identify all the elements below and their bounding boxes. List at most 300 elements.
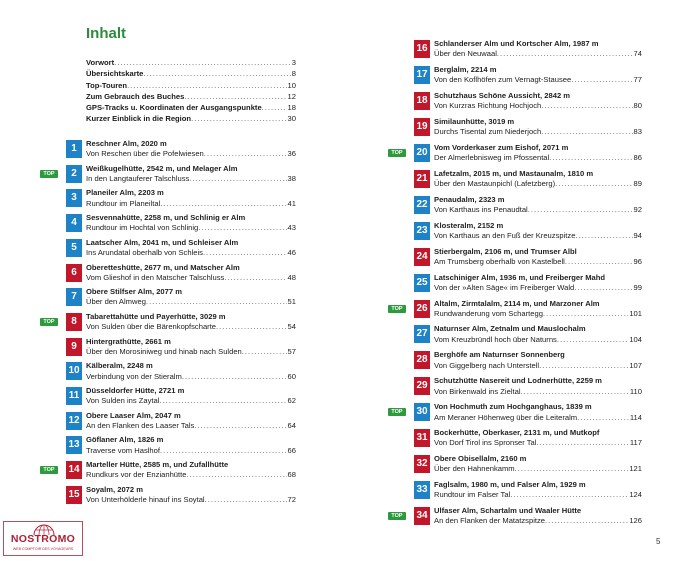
tour-subtitle-row	[86, 248, 296, 258]
tour-number-badge: 20	[414, 144, 430, 162]
tour-entry[interactable]	[66, 436, 296, 458]
tour-text	[86, 139, 296, 159]
tour-subtitle-row	[434, 464, 642, 474]
tour-entry[interactable]	[414, 455, 642, 477]
tour-entry[interactable]	[414, 118, 642, 140]
tour-entry[interactable]	[391, 402, 642, 425]
dot-leader	[557, 335, 628, 345]
tour-text	[86, 164, 296, 184]
dot-leader	[194, 421, 286, 431]
tour-name: Penaudalm, 2323 m	[434, 194, 505, 204]
dot-leader	[224, 273, 286, 283]
tour-text	[86, 312, 296, 332]
tour-text	[434, 506, 642, 526]
tour-subtitle: In den Langtauferer Talschluss	[86, 173, 190, 183]
toc-label: Top-Touren	[86, 80, 128, 90]
tour-name: Göflaner Alm, 1826 m	[86, 435, 164, 445]
dot-leader	[205, 495, 287, 505]
tour-entry[interactable]	[414, 248, 642, 270]
tour-number-badge: 18	[414, 92, 430, 110]
tour-subtitle: Von der »Alten Säge« im Freiberger Wald	[434, 282, 575, 292]
tour-entry[interactable]	[66, 140, 296, 162]
tour-subtitle: Über den Mastaunpichl (Lafetzberg)	[434, 178, 556, 188]
tour-entry[interactable]	[414, 66, 642, 88]
toc-label: Kurzer Einblick in die Region	[86, 114, 192, 124]
tour-number-badge: 24	[414, 248, 430, 266]
tour-page: 74	[633, 49, 642, 59]
dot-leader	[189, 174, 286, 184]
toc-row[interactable]	[86, 113, 296, 124]
tour-name: Latschiniger Alm, 1936 m, und Freiberger Mahd	[434, 272, 606, 282]
tour-entry[interactable]	[43, 311, 296, 335]
dot-leader	[545, 516, 628, 526]
tour-subtitle-row	[434, 309, 642, 319]
tour-subtitle-row	[86, 223, 296, 233]
tour-text	[434, 39, 642, 59]
tour-name: Obere Obisellalm, 2160 m	[434, 454, 527, 464]
tour-page: 77	[633, 75, 642, 85]
dot-leader	[549, 153, 632, 163]
tour-page: 104	[629, 334, 642, 344]
tour-page: 43	[287, 223, 296, 233]
toc-row[interactable]	[86, 80, 296, 91]
dot-leader	[565, 257, 633, 267]
tour-subtitle-row	[86, 495, 296, 505]
dot-leader	[521, 387, 629, 397]
tour-text	[434, 91, 642, 111]
tour-subtitle-row	[434, 49, 642, 59]
tour-subtitle-row	[434, 490, 642, 500]
toc-row[interactable]	[86, 102, 296, 113]
tour-entry[interactable]	[43, 163, 296, 187]
tour-entry[interactable]	[414, 274, 642, 296]
tour-subtitle: Am Trumsberg oberhalb von Kastelbell	[434, 256, 565, 266]
tour-page: 101	[629, 308, 642, 318]
tour-page: 72	[287, 495, 296, 504]
dot-leader	[528, 205, 633, 215]
tour-name: Ulfaser Alm, Schartalm und Waaler Hütte	[434, 506, 582, 516]
tour-number-badge: 1	[66, 140, 82, 158]
dot-leader	[216, 322, 287, 332]
tour-subtitle: Über den Hahnenkamm	[434, 464, 515, 474]
tour-text	[86, 263, 296, 283]
tour-subtitle: Über den Neuwaal	[434, 49, 497, 59]
tour-subtitle-row	[86, 347, 296, 357]
tour-name: Lafetzalm, 2015 m, und Mastaunalm, 1810 m	[434, 168, 594, 178]
tour-name: Soyalm, 2072 m	[86, 484, 143, 494]
tour-text	[434, 350, 642, 370]
tour-subtitle-row	[434, 101, 642, 111]
tour-number-badge: 21	[414, 170, 430, 188]
tour-page: 57	[287, 346, 296, 356]
tour-subtitle-row	[434, 283, 642, 293]
dot-leader	[577, 413, 629, 423]
tour-page: 62	[287, 396, 296, 406]
tour-name: Planeiler Alm, 2203 m	[86, 188, 164, 198]
tour-page: 114	[629, 412, 642, 422]
tour-name: Stierbergalm, 2106 m, und Trumser Albl	[434, 246, 577, 256]
logo-wordmark: NOSTROMO	[10, 533, 76, 545]
dot-leader	[160, 199, 286, 209]
tour-name: Weißkugelhütte, 2542 m, und Melager Alm	[86, 163, 238, 173]
tour-subtitle-row	[434, 335, 642, 345]
tour-entry[interactable]	[414, 196, 642, 218]
tour-subtitle: An den Flanken des Laaser Tals	[86, 420, 195, 430]
nostromo-logo	[3, 521, 83, 556]
dot-leader	[575, 231, 632, 241]
toc-label: Vorwort	[86, 58, 115, 67]
tour-number-badge: 27	[414, 325, 430, 343]
tour-entry[interactable]	[391, 506, 642, 529]
tour-subtitle-row	[86, 297, 296, 307]
tour-name: Sesvennahütte, 2258 m, und Schlinig er Alm	[86, 213, 246, 223]
tour-subtitle-row	[434, 413, 642, 423]
top-badge: TOP	[388, 149, 406, 157]
tour-page: 110	[629, 386, 642, 396]
tour-subtitle-row	[434, 516, 642, 526]
tour-number-badge: 30	[414, 403, 430, 421]
tour-subtitle-row	[86, 199, 296, 209]
tour-subtitle: Von Kurzras Richtung Hochjoch	[434, 101, 542, 111]
top-badge: TOP	[40, 170, 58, 178]
tour-number-badge: 16	[414, 40, 430, 58]
tour-page: 51	[287, 297, 296, 307]
tour-subtitle: Von Karthaus ins Penaudtal	[434, 204, 528, 214]
tour-name: Faglsalm, 1980 m, und Falser Alm, 1929 m	[434, 480, 586, 490]
dot-leader	[186, 470, 286, 480]
tour-subtitle-row	[86, 421, 296, 431]
tour-text	[434, 195, 642, 215]
tour-number-badge: 31	[414, 429, 430, 447]
tour-page: 94	[633, 230, 642, 240]
tour-entry[interactable]	[414, 325, 642, 347]
tour-entry[interactable]	[414, 170, 642, 192]
tour-subtitle: Rundwanderung vom Schartegg	[434, 308, 543, 318]
dot-leader	[143, 68, 290, 79]
tour-entry[interactable]	[414, 481, 642, 503]
tour-page: 60	[287, 371, 296, 381]
tour-subtitle-row	[86, 174, 296, 184]
tour-entry[interactable]	[414, 429, 642, 451]
tour-name: Bockerhütte, Oberkaser, 2131 m, und Mutkopf	[434, 428, 600, 438]
tour-entry[interactable]	[414, 377, 642, 399]
tour-entry[interactable]	[414, 40, 642, 62]
tour-name: Klosteralm, 2152 m	[434, 220, 504, 230]
tour-text	[434, 247, 642, 267]
tour-entry[interactable]	[414, 222, 642, 244]
tour-page: 99	[633, 282, 642, 292]
dot-leader	[184, 91, 286, 102]
tour-entry[interactable]	[66, 239, 296, 261]
toc-row[interactable]	[86, 91, 296, 102]
toc-label: Zum Gebrauch des Buches	[86, 91, 185, 101]
tour-page: 96	[633, 256, 642, 266]
tour-text	[86, 485, 296, 505]
dot-leader	[262, 102, 287, 113]
dot-leader	[191, 113, 286, 124]
dot-leader	[536, 438, 628, 448]
tour-name: Kälberalm, 2248 m	[86, 361, 153, 371]
tour-name: Marteller Hütte, 2585 m, und Zufallhütte	[86, 460, 229, 470]
tour-number-badge: 28	[414, 351, 430, 369]
tour-subtitle: Von Reschen über die Pofelwiesen	[86, 149, 204, 159]
dot-leader	[242, 347, 287, 357]
tour-text	[86, 411, 296, 431]
tour-text	[434, 169, 642, 189]
tour-text	[434, 402, 642, 422]
toc-page: 12	[287, 91, 296, 101]
tour-page: 38	[287, 173, 296, 183]
tour-subtitle-row	[434, 438, 642, 448]
tour-number-badge: 13	[66, 436, 82, 454]
tour-subtitle: Von den Koflhöfen zum Vernagt-Stausee	[434, 75, 572, 85]
toc-label: GPS-Tracks u. Koordinaten der Ausgangspunkte	[86, 103, 262, 113]
tour-page: 124	[629, 490, 642, 500]
tour-number-badge: 10	[66, 362, 82, 380]
tour-entry[interactable]	[66, 362, 296, 384]
tour-name: Laatscher Alm, 2041 m, und Schleiser Alm	[86, 237, 239, 247]
tour-text	[86, 287, 296, 307]
dot-leader	[571, 75, 632, 85]
tour-subtitle: Verbindung von der Stieralm	[86, 371, 182, 381]
tour-number-badge: 29	[414, 377, 430, 395]
tour-number-badge: 26	[414, 300, 430, 318]
tour-page: 117	[629, 438, 642, 448]
tour-number-badge: 32	[414, 455, 430, 473]
tour-subtitle: An den Flanken der Matatzspitze	[434, 516, 546, 526]
tour-number-badge: 22	[414, 196, 430, 214]
tour-subtitle-row	[434, 387, 642, 397]
tour-number-badge: 34	[414, 507, 430, 525]
dot-leader	[204, 149, 287, 159]
tour-page: 54	[287, 322, 296, 332]
tour-page: 41	[287, 198, 296, 208]
dot-leader	[574, 283, 632, 293]
dot-leader	[159, 396, 286, 406]
tour-subtitle-row	[434, 257, 642, 267]
dot-leader	[515, 464, 629, 474]
tour-text	[86, 386, 296, 406]
tour-subtitle: Rundkurs vor der Enzianhütte	[86, 470, 187, 480]
tour-name: Altalm, Zirmtalalm, 2114 m, und Marzoner Alm	[434, 298, 600, 308]
dot-leader	[114, 57, 291, 68]
tour-text	[86, 188, 296, 208]
tour-subtitle: Von Sulden ins Zaytal	[86, 396, 160, 406]
dot-leader	[127, 80, 286, 91]
top-badge: TOP	[388, 305, 406, 313]
tour-entry[interactable]	[66, 412, 296, 434]
dot-leader	[541, 127, 632, 137]
tour-number-badge: 3	[66, 189, 82, 207]
dot-leader	[510, 490, 628, 500]
dot-leader	[198, 223, 286, 233]
dot-leader	[539, 361, 628, 371]
tour-subtitle-row	[434, 361, 642, 371]
tour-text	[434, 299, 642, 319]
tour-subtitle-row	[86, 470, 296, 480]
tour-page: 86	[633, 153, 642, 162]
tour-page: 48	[287, 272, 296, 282]
dot-leader	[182, 372, 287, 382]
tour-entry[interactable]	[66, 264, 296, 286]
tour-page: 68	[287, 470, 296, 480]
tour-number-badge: 17	[414, 66, 430, 84]
toc-page: 30	[287, 114, 296, 124]
tour-number-badge: 9	[66, 338, 82, 356]
dot-leader	[541, 101, 632, 111]
tour-text	[86, 238, 296, 258]
tour-page: 107	[629, 360, 642, 370]
toc-row[interactable]	[86, 68, 296, 79]
tour-text	[86, 460, 296, 480]
tour-number-badge: 15	[66, 486, 82, 504]
tour-entry[interactable]	[391, 142, 642, 166]
top-badge: TOP	[388, 512, 406, 520]
tour-subtitle-row	[86, 322, 296, 332]
tour-subtitle-row	[86, 149, 296, 159]
tour-name: Schlanderser Alm und Kortscher Alm, 1987 m	[434, 39, 599, 48]
tour-text	[434, 221, 642, 241]
tour-page: 126	[629, 516, 642, 526]
dot-leader	[160, 446, 287, 456]
tour-name: Naturnser Alm, Zetnalm und Mauslochalm	[434, 324, 586, 334]
tour-page: 83	[633, 127, 642, 137]
top-badge: TOP	[40, 318, 58, 326]
tour-subtitle-row	[434, 179, 642, 189]
tour-subtitle-row	[86, 372, 296, 382]
tour-page: 36	[287, 149, 296, 159]
tour-name: Berglalm, 2214 m	[434, 64, 497, 74]
toc-page: 18	[287, 103, 296, 113]
tour-number-badge: 7	[66, 288, 82, 306]
tour-number-badge: 2	[66, 165, 82, 183]
tour-name: Hintergrathütte, 2661 m	[86, 336, 171, 346]
tour-subtitle: Von Sulden über die Bärenkopfscharte	[86, 322, 217, 332]
tour-number-badge: 23	[414, 222, 430, 240]
tour-subtitle-row	[434, 127, 642, 137]
tour-subtitle: Rundtour im Planeiltal	[86, 198, 161, 208]
tour-subtitle-row	[434, 75, 642, 85]
tour-subtitle: Rundtour im Falser Tal	[434, 490, 511, 500]
tour-entry[interactable]	[66, 189, 296, 211]
tour-entry[interactable]	[66, 486, 296, 508]
tour-subtitle: Rundtour im Hochtal von Schlinig	[86, 223, 199, 233]
tour-name: Obere Laaser Alm, 2047 m	[86, 410, 181, 420]
tour-subtitle: Von Dorf Tirol ins Spronser Tal	[434, 438, 537, 448]
dot-leader	[543, 309, 628, 319]
tour-name: Von Hochmuth zum Hochganghaus, 1839 m	[434, 402, 592, 412]
tour-subtitle: Der Almerlebnisweg im Pfossental	[434, 153, 550, 162]
tour-subtitle: Am Meraner Höhenweg über die Leiteralm	[434, 412, 578, 422]
tour-number-badge: 11	[66, 387, 82, 405]
tour-subtitle-row	[86, 446, 296, 456]
tour-entry[interactable]	[43, 460, 296, 483]
tour-number-badge: 25	[414, 274, 430, 292]
tour-number-badge: 8	[66, 313, 82, 331]
tour-name: Düsseldorfer Hütte, 2721 m	[86, 386, 185, 395]
tour-entry[interactable]	[66, 214, 296, 236]
tour-text	[86, 435, 296, 455]
top-badge: TOP	[40, 466, 58, 474]
toc-page: 3	[291, 58, 296, 67]
toc-page: 8	[291, 69, 296, 79]
tour-entry[interactable]	[66, 288, 296, 310]
tour-name: Tabarettahütte und Payerhütte, 3029 m	[86, 311, 226, 321]
tour-text	[434, 117, 642, 137]
tour-subtitle: Vom Glieshof in den Matscher Talschluss	[86, 272, 225, 282]
tour-text	[86, 213, 296, 233]
tour-subtitle-row	[86, 273, 296, 283]
tour-name: Schutzhütte Nasereit und Lodnerhütte, 2259 m	[434, 376, 602, 386]
tour-subtitle: Von Giggelberg nach Unterstell	[434, 360, 540, 370]
tour-page: 89	[633, 178, 642, 188]
tour-name: Vom Vorderkaser zum Eishof, 2071 m	[434, 142, 569, 152]
tour-text	[434, 480, 642, 500]
tour-number-badge: 14	[66, 461, 82, 479]
tour-subtitle-row	[434, 231, 642, 241]
tour-name: Similaunhütte, 3019 m	[434, 116, 515, 126]
toc-row[interactable]	[86, 57, 296, 68]
tour-name: Obere Stilfser Alm, 2077 m	[86, 287, 182, 297]
tour-number-badge: 6	[66, 264, 82, 282]
tour-text	[434, 65, 642, 85]
tour-page: 66	[287, 445, 296, 455]
tour-number-badge: 33	[414, 481, 430, 499]
tour-text	[86, 361, 296, 381]
toc-label: Übersichtskarte	[86, 69, 144, 79]
tour-subtitle: Vom Kreuzbründl hoch über Naturns	[434, 334, 557, 344]
tour-subtitle: Von Karthaus an den Fuß der Kreuzspitze	[434, 230, 576, 240]
tour-number-badge: 19	[414, 118, 430, 136]
tour-subtitle: Ins Arundatal oberhalb von Schleis	[86, 248, 203, 257]
tour-page: 80	[633, 101, 642, 111]
tour-entry[interactable]	[66, 387, 296, 409]
top-badge: TOP	[388, 408, 406, 416]
tour-text	[434, 428, 642, 448]
tour-page: 121	[629, 464, 642, 474]
tour-subtitle-row	[434, 153, 642, 163]
tour-text	[434, 143, 642, 163]
tour-name: Reschner Alm, 2020 m	[86, 139, 167, 148]
tour-entry[interactable]	[414, 92, 642, 114]
tour-page: 64	[287, 420, 296, 430]
tour-number-badge: 5	[66, 239, 82, 257]
dot-leader	[555, 179, 632, 189]
tour-subtitle: Von Unterhölderle hinauf ins Soytal	[86, 495, 205, 504]
tour-text	[434, 376, 642, 396]
toc-front-matter	[86, 57, 296, 125]
tour-entry[interactable]	[391, 298, 642, 322]
page-number: 5	[656, 537, 661, 546]
tour-number-badge: 4	[66, 214, 82, 232]
tour-subtitle: Über den Morosiniweg und hinab nach Sulden	[86, 346, 242, 356]
tour-page: 92	[633, 204, 642, 214]
tour-name: Schutzhaus Schöne Aussicht, 2842 m	[434, 90, 571, 100]
toc-page: 10	[287, 80, 296, 90]
tour-text	[434, 324, 642, 344]
tour-entry[interactable]	[66, 338, 296, 360]
dot-leader	[146, 297, 287, 307]
tour-text	[86, 337, 296, 357]
tour-text	[434, 273, 642, 293]
tour-text	[434, 454, 642, 474]
tour-subtitle-row	[86, 396, 296, 406]
page-title: Inhalt	[86, 25, 126, 42]
tour-subtitle: Von Birkenwald ins Zieltal	[434, 386, 521, 396]
tour-name: Berghöfe am Naturnser Sonnenberg	[434, 350, 565, 360]
tour-entry[interactable]	[414, 351, 642, 373]
dot-leader	[203, 248, 287, 258]
